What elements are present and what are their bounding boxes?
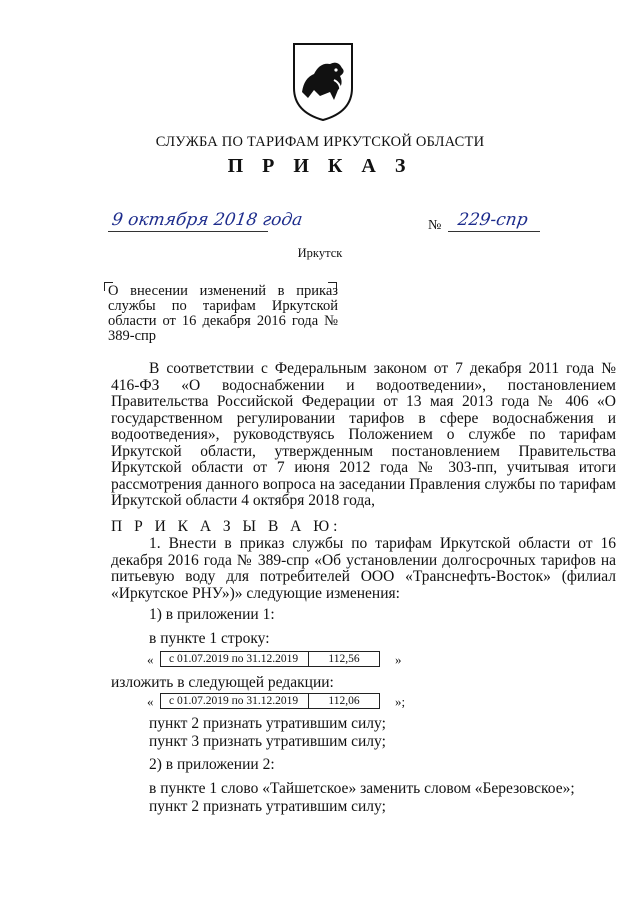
- preamble-paragraph: В соответствии с Федеральным законом от 7 декабря 2011 года № 416-ФЗ «О водоснабжении и водоотведении», постановлением Правительства Российской Федерации от 13 мая 2013 года № 406 «О государственном регулировании тарифов в сфере водоснабжения и водоотведения», руководствуясь Положением о службе по тарифам Иркутской области, утвержденным постановлением Правительства Иркутской области от 7 июня 2012 года № 303-пп, учитывая итоги рассмотрения данного вопроса на заседании Правления службы по тарифам Иркутской области 4 октября 2018 года,: [111, 360, 616, 509]
- row-old-close-quote: »: [395, 652, 402, 667]
- tariff-period: с 01.07.2019 по 31.12.2019: [161, 694, 309, 708]
- irkutsk-coat-of-arms-icon: [290, 40, 356, 122]
- item-1-paragraph: 1. Внести в приказ службы по тарифам Иркутской области от 16 декабря 2016 года № 389-спр «Об установлении долгосрочных тарифов на питьевую воду для потребителей ООО «Транснефть-Восток» (филиал «Иркутское РНУ»)» следующие изменения:: [111, 535, 616, 602]
- replace-line: изложить в следующей редакции:: [111, 674, 334, 691]
- orders-heading: П Р И К А З Ы В А Ю:: [111, 518, 342, 535]
- appendix-2-point-1: в пункте 1 слово «Тайшетское» заменить словом «Березовское»;: [149, 780, 575, 797]
- point-2-repealed: пункт 2 признать утратившим силу;: [149, 715, 386, 732]
- handwritten-number: 229-спр: [456, 210, 529, 230]
- tariff-value: 112,56: [328, 653, 360, 665]
- document-title: П Р И К А З: [227, 155, 413, 177]
- point-3-repealed: пункт 3 признать утратившим силу;: [149, 733, 386, 750]
- row-new-close-quote: »;: [395, 694, 406, 709]
- number-underline: [448, 231, 540, 232]
- order-subject: О внесении изменений в приказ службы по тарифам Иркутской области от 16 декабря 2016 года № 389-спр: [108, 283, 338, 344]
- tariff-row-new: [160, 693, 380, 709]
- appendix-2-label: 2) в приложении 2:: [149, 756, 275, 773]
- appendix-2-point-2-repealed: пункт 2 признать утратившим силу;: [149, 798, 386, 815]
- organization-name: СЛУЖБА ПО ТАРИФАМ ИРКУТСКОЙ ОБЛАСТИ: [155, 134, 485, 150]
- appendix-1-label: 1) в приложении 1:: [149, 606, 275, 623]
- date-underline: [108, 231, 268, 232]
- row-old-open-quote: «: [147, 652, 154, 667]
- tariff-value: 112,06: [328, 695, 360, 707]
- row-new-open-quote: «: [147, 694, 154, 709]
- point-1-line-label: в пункте 1 строку:: [149, 630, 270, 647]
- handwritten-date: 9 октября 2018 года: [110, 210, 304, 230]
- tariff-period: с 01.07.2019 по 31.12.2019: [161, 652, 309, 666]
- tariff-row-old: [160, 651, 380, 667]
- number-sign: №: [428, 218, 442, 233]
- city-name: Иркутск: [297, 246, 343, 260]
